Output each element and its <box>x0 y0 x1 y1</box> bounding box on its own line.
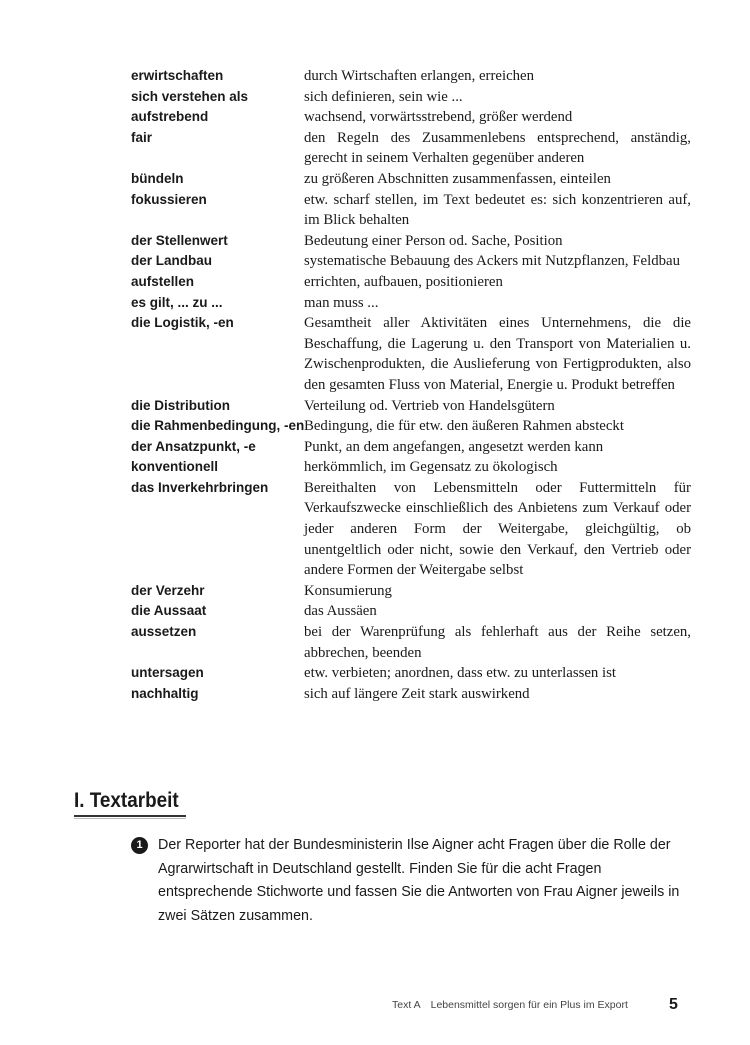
glossary-entry <box>131 396 691 417</box>
page-number: 5 <box>669 996 678 1013</box>
glossary-entry <box>131 663 691 684</box>
glossary-entry <box>131 622 691 663</box>
glossary-term: aufstrebend <box>131 109 209 125</box>
glossary-list <box>131 66 691 704</box>
footer-text-title: Lebensmittel sorgen für ein Plus im Export <box>430 999 628 1011</box>
glossary-entry <box>131 87 691 108</box>
glossary-entry <box>131 478 691 581</box>
glossary-term: es gilt, ... zu ... <box>131 294 223 310</box>
glossary-definition: errichten, aufbauen, positionieren <box>304 273 503 290</box>
glossary-entry <box>131 313 691 395</box>
glossary-definition: wachsend, vorwärtsstrebend, größer werdend <box>304 109 573 126</box>
glossary-definition: Bedingung, die für etw. den äußeren Rahmen absteckt <box>304 418 624 435</box>
section-title-underline <box>74 815 186 817</box>
section-title: I. Textarbeit <box>74 789 179 812</box>
glossary-definition: Bedeutung einer Person od. Sache, Position <box>304 232 563 249</box>
glossary-definition: sich definieren, sein wie ... <box>304 88 463 105</box>
glossary-term: untersagen <box>131 665 204 681</box>
glossary-definition: zu größeren Abschnitten zusammenfassen, einteilen <box>304 170 611 187</box>
page-footer <box>392 999 682 1011</box>
task-instruction: Der Reporter hat der Bundesministerin Ilse Aigner acht Fragen über die Rolle der Agrarwirtschaft in Deutschland gestellt. Finden Sie für die acht Fragen entsprechende Stichworte und fassen Sie die Antworten von Frau Aigner jeweils in zwei Sätzen zusammen. <box>158 837 680 924</box>
task-1 <box>131 834 681 928</box>
glossary-entry <box>131 437 691 458</box>
glossary-entry <box>131 251 691 272</box>
glossary-term: aussetzen <box>131 624 197 640</box>
glossary-definition: Punkt, an dem angefangen, angesetzt werden kann <box>304 438 604 455</box>
glossary-entry <box>131 293 691 314</box>
glossary-definition: durch Wirtschaften erlangen, erreichen <box>304 68 535 84</box>
glossary-definition: man muss ... <box>304 294 379 311</box>
glossary-term: nachhaltig <box>131 685 199 701</box>
glossary-entry <box>131 107 691 128</box>
glossary-definition: etw. scharf stellen, im Text bedeutet es: sich konzentrieren auf, im Blick behalten <box>304 191 691 229</box>
glossary-definition: Verteilung od. Vertrieb von Handelsgütern <box>304 397 555 414</box>
footer-section-label: Text A <box>392 999 421 1011</box>
glossary-definition: Bereithalten von Lebensmitteln oder Futtermitteln für Verkaufszwecke einschließlich des Anbietens zum Verkauf oder jeder anderen Form der Weitergabe, gleichgültig, ob unentgeltlich oder nicht, sowie den Verkauf, den Vertrieb oder andere Formen der Weitergabe selbst <box>304 479 691 579</box>
glossary-entry <box>131 601 691 622</box>
glossary-entry <box>131 231 691 252</box>
glossary-entry <box>131 416 691 437</box>
glossary-term: die Logistik, -en <box>131 315 234 331</box>
glossary-term: das Inverkehrbringen <box>131 479 269 495</box>
glossary-entry <box>131 169 691 190</box>
glossary-term: bündeln <box>131 170 184 186</box>
glossary-definition: systematische Bebauung des Ackers mit Nutzpflanzen, Feldbau <box>304 253 680 270</box>
section-title-shadow-line <box>74 818 186 819</box>
glossary-term: erwirtschaften <box>131 68 224 83</box>
glossary-term: die Distribution <box>131 397 230 413</box>
glossary-entry <box>131 684 691 705</box>
glossary-entry <box>131 457 691 478</box>
glossary-definition: bei der Warenprüfung als fehlerhaft aus der Reihe setzen, abbrechen, beenden <box>304 624 691 661</box>
glossary-term: der Ansatzpunkt, -e <box>131 438 256 454</box>
glossary-term: der Verzehr <box>131 582 205 598</box>
glossary-term: der Stellenwert <box>131 232 228 248</box>
glossary-term: sich verstehen als <box>131 88 249 104</box>
glossary-definition: herkömmlich, im Gegensatz zu ökologisch <box>304 459 558 476</box>
glossary-term: fokussieren <box>131 191 207 207</box>
glossary-term: der Landbau <box>131 253 213 269</box>
glossary-entry <box>131 581 691 602</box>
glossary-definition: etw. verbieten; anordnen, dass etw. zu unterlassen ist <box>304 665 617 682</box>
glossary-definition: sich auf längere Zeit stark auswirkend <box>304 685 530 702</box>
glossary-definition: Gesamtheit aller Aktivitäten eines Unternehmens, die die Beschaffung, die Lagerung u. den Transport von Materialien u. Zwischenprodukten, die Auslieferung von Fertigprodukten, also den gesamten Fluss von Material, Energie u. Produkt betreffen <box>304 315 691 393</box>
glossary-term: aufstellen <box>131 273 195 289</box>
glossary-entry <box>131 128 691 169</box>
glossary-term: konventionell <box>131 459 219 475</box>
glossary-entry <box>131 190 691 231</box>
glossary-term: fair <box>131 129 153 145</box>
task-number-badge: 1 <box>131 837 148 854</box>
glossary-definition: den Regeln des Zusammenlebens entsprechend, anständig, gerecht in seinem Verhalten gegenüber anderen <box>304 129 691 167</box>
glossary-entry <box>131 66 691 87</box>
glossary-term: die Aussaat <box>131 603 207 619</box>
glossary-definition: Konsumierung <box>304 582 392 599</box>
glossary-term: die Rahmenbedingung, -en <box>131 418 305 434</box>
glossary-entry <box>131 272 691 293</box>
glossary-definition: das Aussäen <box>304 603 377 620</box>
